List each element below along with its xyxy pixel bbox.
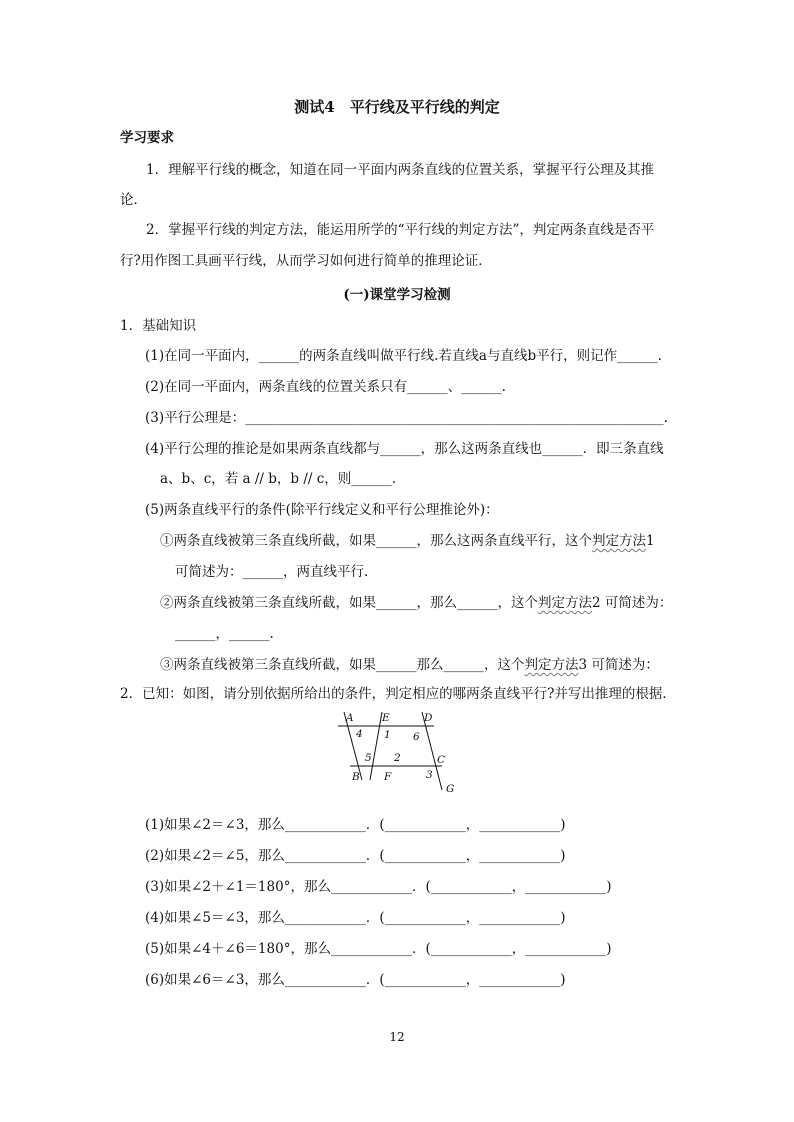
question-1-5: (5)两条直线平行的条件(除平行线定义和平行公理推论外)：: [145, 502, 499, 518]
parallel-lines-figure: [330, 708, 460, 794]
method-term-1: 判定方法: [592, 533, 646, 549]
question-1-4-line-2: a、b、c，若 a // b，b // c，则______.: [160, 471, 397, 487]
question-1-5-2-line-2: ______，______.: [175, 626, 274, 642]
question-2-item-1: (1)如果∠2＝∠3，那么____________．(____________，____________): [145, 817, 566, 833]
q1-5-1-pre: ①两条直线被第三条直线所截，如果______，那么这两条直线平行，这个: [160, 533, 592, 549]
question-1-5-3: [160, 653, 659, 673]
label-point-b: B: [352, 771, 360, 783]
label-point-g: G: [446, 783, 455, 794]
question-1-5-2-line-1: [160, 591, 672, 611]
question-2-item-5: (5)如果∠4＋∠6＝180°，那么____________．(____________，____________): [145, 941, 612, 957]
question-1-title: 1．基础知识: [120, 318, 197, 334]
label-point-a: A: [346, 712, 354, 724]
q1-5-3-post: 3 可简述为：: [578, 657, 659, 673]
section-subtitle: (一)课堂学习检测: [343, 287, 451, 303]
method-term-3: 判定方法: [524, 657, 579, 673]
label-point-f: F: [384, 771, 392, 783]
section-heading-requirements: 学习要求: [120, 130, 174, 146]
question-1-2: (2)在同一平面内，两条直线的位置关系只有______、______.: [145, 379, 506, 395]
question-2-item-4: (4)如果∠5＝∠3，那么____________．(____________，____________): [145, 910, 566, 926]
label-angle-1: 1: [384, 729, 391, 741]
question-2-item-6: (6)如果∠6＝∠3，那么____________．(____________，____________): [145, 972, 566, 988]
question-1-5-1-line-2: 可简述为：______，两直线平行.: [175, 564, 369, 580]
label-angle-2: 2: [394, 752, 401, 764]
page-number: 12: [389, 1030, 405, 1044]
q1-5-2-pre: ②两条直线被第三条直线所截，如果______，那么______，这个: [160, 595, 538, 611]
question-2-item-3: (3)如果∠2＋∠1＝180°，那么____________．(____________，____________): [145, 879, 612, 895]
requirement-1-line-1: 1．理解平行线的概念，知道在同一平面内两条直线的位置关系，掌握平行公理及其推: [146, 162, 655, 178]
label-angle-4: 4: [356, 728, 363, 740]
label-angle-6: 6: [413, 731, 420, 743]
label-angle-3: 3: [426, 769, 433, 781]
line-EF: [370, 712, 382, 780]
label-point-d: D: [424, 712, 433, 724]
question-2-item-2: (2)如果∠2＝∠5，那么____________．(____________，____________): [145, 848, 566, 864]
question-1-1: (1)在同一平面内，______的两条直线叫做平行线.若直线a与直线b平行，则记作______.: [145, 348, 662, 364]
q1-5-2-post: 2 可简述为：: [592, 595, 673, 611]
method-term-2: 判定方法: [538, 595, 592, 611]
requirement-2-line-2: 行?用作图工具画平行线，从而学习如何进行简单的推理论证．: [120, 253, 492, 269]
q1-5-3-pre: ③两条直线被第三条直线所截，如果______那么______，这个: [160, 657, 525, 673]
requirement-1-line-2: 论．: [120, 192, 147, 208]
page-title: 测试4 平行线及平行线的判定: [294, 98, 500, 116]
question-1-4-line-1: (4)平行公理的推论是如果两条直线都与______，那么这两条直线也______．即三条直线: [145, 441, 664, 457]
label-point-e: E: [382, 712, 390, 724]
question-1-5-1-line-1: [160, 529, 655, 549]
label-angle-5: 5: [365, 752, 372, 764]
requirement-2-line-1: 2．掌握平行线的判定方法，能运用所学的“平行线的判定方法”，判定两条直线是否平: [146, 222, 655, 238]
question-2-title: 2．已知：如图，请分别依据所给出的条件，判定相应的哪两条直线平行?并写出推理的根据．: [120, 686, 676, 702]
question-1-3: (3)平行公理是：______________________________________________________________.: [145, 410, 668, 426]
label-point-c: C: [437, 754, 446, 766]
q1-5-1-post: 1: [646, 533, 655, 549]
